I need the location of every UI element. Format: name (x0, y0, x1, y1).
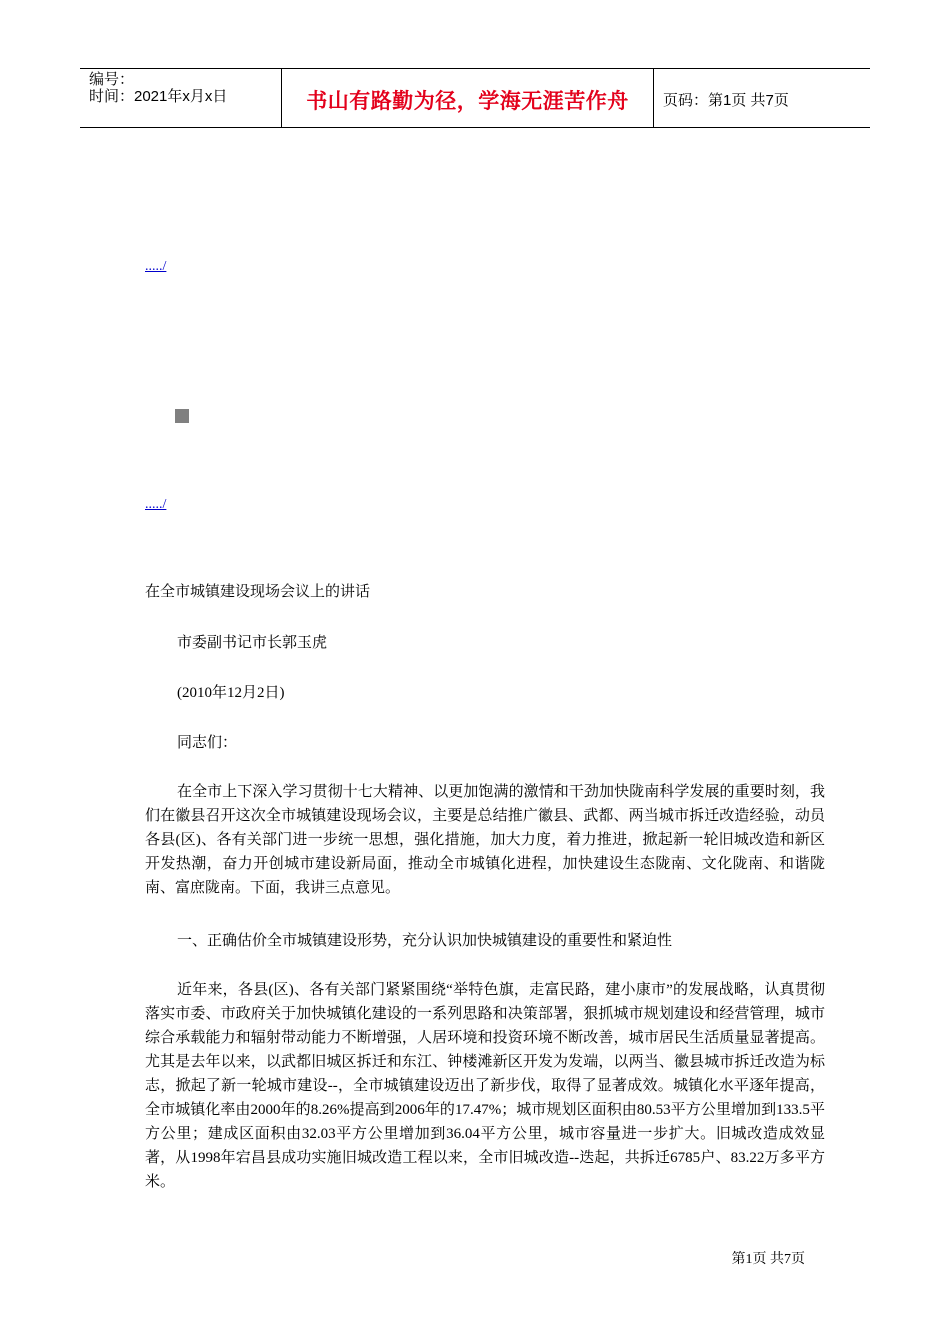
header-table (80, 68, 870, 128)
doc-number-label: 编号： (89, 71, 135, 88)
document-author: 市委副书记市长郭玉虎 (177, 635, 328, 651)
document-title: 在全市城镇建设现场会议上的讲话 (145, 584, 371, 600)
paragraph-2: 近年来，各县(区)、各有关部门紧紧围绕“举特色旗，走富民路，建小康市”的发展战略，认真贯彻落实市委、市政府关于加快城镇化建设的一系列思路和决策部署，狠抓城市规划建设和经营管理，城市综合承载能力和辐射带动能力不断增强，人居环境和投资环境不断改善，城市居民生活质量显著提高。尤其是去年以来，以武都旧城区拆迁和东江、钟楼滩新区开发为发端，以两当、徽县城市拆迁改造为标志，掀起了新一轮城市建设--，全市城镇建设迈出了新步伐，取得了显著成效。城镇化水平逐年提高，全市城镇化率由2000年的8.26%提高到2006年的17.47%；城市规划区面积由80.53平方公里增加到133.5平方公里；建成区面积由32.03平方公里增加到36.04平方公里，城市容量进一步扩大。旧城改造成效显著，从1998年宕昌县成功实施旧城改造工程以来，全市旧城改造--迭起，共拆迁6785户、83.22万多平方米。 (145, 982, 825, 1190)
header-page-label: 页码：第1页 共7页 (663, 91, 789, 109)
link-1[interactable]: ...../ (145, 259, 167, 274)
section-heading-1: 一、正确估价全市城镇建设形势，充分认识加快城镇建设的重要性和紧迫性 (177, 933, 673, 949)
document-greeting: 同志们： (177, 735, 238, 751)
time-label: 时间：2021年x月x日 (89, 88, 228, 105)
link-2[interactable]: ...../ (145, 497, 167, 512)
document-date: (2010年12月2日) (177, 685, 285, 701)
paragraph-1: 在全市上下深入学习贯彻十七大精神、以更加饱满的激情和干劲加快陇南科学发展的重要时刻，我们在徽县召开这次全市城镇建设现场会议，主要是总结推广徽县、武都、两当城市拆迁改造经验，动员各县(区)、各有关部门进一步统一思想，强化措施，加大力度，着力推进，掀起新一轮旧城改造和新区开发热潮，奋力开创城市建设新局面，推动全市城镇化进程，加快建设生态陇南、文化陇南、和谐陇南、富庶陇南。下面，我讲三点意见。 (145, 784, 825, 896)
header-meta (80, 69, 281, 127)
image-placeholder-icon (175, 409, 189, 423)
header-motto: 书山有路勤为径，学海无涯苦作舟 (281, 69, 654, 127)
footer-page-label: 第1页 共7页 (731, 1252, 805, 1267)
